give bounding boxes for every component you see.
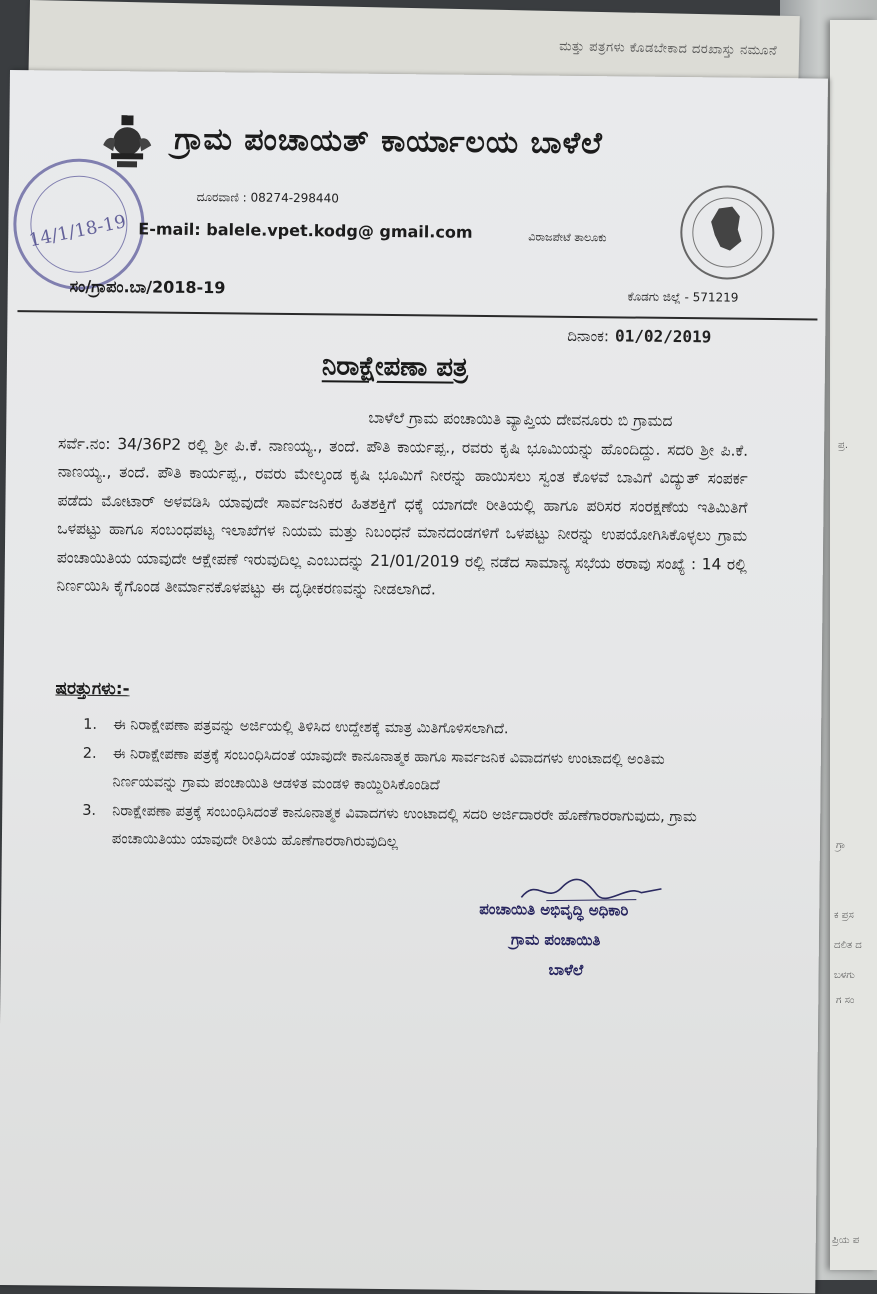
stamp-date: 14/1/18-19 (27, 211, 128, 252)
district-label: ಕೊಡಗು ಜಿಲ್ಲೆ - 571219 (627, 289, 739, 305)
document-page (0, 70, 828, 1293)
side-note: ಬಳಗು (834, 970, 855, 981)
background-sheet (830, 20, 877, 1270)
signatory-place: ಬಾಳೆಲೆ (548, 960, 584, 980)
condition-number: 3. (82, 802, 97, 819)
underlying-form-title: ಮತ್ತು ಪತ್ರಗಳು ಕೊಡಬೇಕಾದ ದರಖಾಸ್ತು ನಮೂನೆ (558, 39, 778, 59)
side-note: ಪ್ರಿಯ ಪ (832, 1235, 860, 1246)
signatory-office: ಗ್ರಾಮ ಪಂಚಾಯಿತಿ (510, 930, 601, 950)
side-note: ಗ ಸಂ (836, 995, 855, 1006)
letterhead-title: ಗ್ರಾಮ ಪಂಚಾಯತ್ ಕಾರ್ಯಾಲಯ ಬಾಳೆಲೆ (174, 121, 603, 162)
conditions-list (82, 711, 723, 861)
taluk-label: ವಿರಾಜಪೇಟೆ ತಾಲೂಕು (528, 230, 607, 245)
condition-item (82, 740, 723, 803)
side-note: ಕ ಪ್ರಸ (834, 910, 854, 921)
date-row (567, 326, 711, 347)
date-value: 01/02/2019 (614, 326, 712, 347)
condition-text: ಈ ನಿರಾಕ್ಷೇಪಣಾ ಪತ್ರವನ್ನು ಅರ್ಜಿಯಲ್ಲಿ ತಿಳಿಸಿದ ಉದ್ದೇಶಕ್ಕೆ ಮಾತ್ರ ಮಿತಿಗೊಳಿಸಲಾಗಿದೆ. (113, 717, 509, 738)
side-note: ದಲಿತ ದ (834, 940, 862, 951)
body-paragraph: ಸರ್ವೆ.ನಂ: 34/36P2 ರಲ್ಲಿ ಶ್ರೀ ಪಿ.ಕೆ. ನಾಣಯ್ಯ., ತಂದೆ. ಪೌತಿ ಕಾರ್ಯಪ್ಪ., ರವರು ಕೃಷಿ ಭೂಮಿಯನ್ನು ಹೊಂದಿದ್ದು. ಸದರಿ ಶ್ರೀ ಪಿ.ಕೆ. ನಾಣಯ್ಯ., ತಂದೆ. ಪೌತಿ ಕಾರ್ಯಪ್ಪ., ರವರು ಮೇಲ್ಕಂಡ ಕೃಷಿ ಭೂಮಿಗೆ ನೀರನ್ನು ಹಾಯಿಸಲು ಸ್ವಂತ ಕೊಳವೆ ಬಾವಿಗೆ ವಿದ್ಯುತ್ ಸಂಪರ್ಕ ಪಡೆದು ಮೋಟಾರ್ ಅಳವಡಿಸಿ ಯಾವುದೇ ಸಾರ್ವಜನಿಕರ ಹಿತಶಕ್ತಿಗೆ ಧಕ್ಕೆ ಯಾಗದೇ ರೀತಿಯಲ್ಲಿ ಹಾಗೂ ಪರಿಸರ ಸಂರಕ್ಷಣೆಯ ಇತಿಮಿತಿಗೆ ಒಳಪಟ್ಟು ಹಾಗೂ ಸಂಬಂಧಪಟ್ಟ ಇಲಾಖೆಗಳ ನಿಯಮ ಮತ್ತು ನಿಬಂಧನೆ ಮಾನದಂಡಗಳಿಗೆ ಒಳಪಟ್ಟು ನೀರನ್ನು ಉಪಯೋಗಿಸಿಕೊಳ್ಳಲು ಗ್ರಾಮ ಪಂಚಾಯಿತಿಯ ಯಾವುದೇ ಆಕ್ಷೇಪಣೆ ಇರುವುದಿಲ್ಲ ಎಂಬುದನ್ನು 21/01/2019 ರಲ್ಲಿ ನಡೆದ ಸಾಮಾನ್ಯ ಸಭೆಯ ಠರಾವು ಸಂಖ್ಯೆ : 14 ರಲ್ಲಿ ನಿರ್ಣಯಿಸಿ ಕೈಗೊಂಡ ತೀರ್ಮಾನಕೊಳಪಟ್ಟು ಈ ದೃಢೀಕರಣವನ್ನು ನೀಡಲಾಗಿದೆ. (56, 434, 749, 599)
body-first-line: ಬಾಳೆಲೆ ಗ್ರಾಮ ಪಂಚಾಯಿತಿ ವ್ಯಾಪ್ತಿಯ ದೇವನೂರು ಬಿ ಗ್ರಾಮದ (368, 408, 673, 430)
phone-number: 08274-298440 (250, 190, 339, 206)
condition-number: 1. (83, 716, 98, 733)
side-note: ಪ್ರ. (838, 440, 849, 451)
karnataka-seal-icon (680, 185, 775, 280)
phone-label: ದೂರವಾಣಿ : (196, 189, 247, 205)
conditions-heading: ಷರತ್ತುಗಳು:- (55, 678, 130, 700)
signatory-designation: ಪಂಚಾಯಿತಿ ಅಭಿವೃದ್ಧಿ ಅಧಿಕಾರಿ (479, 899, 629, 920)
condition-number: 2. (82, 745, 97, 762)
side-note: ಗ್ರಾ (836, 840, 846, 851)
condition-item (82, 797, 723, 860)
condition-text: ಈ ನಿರಾಕ್ಷೇಪಣಾ ಪತ್ರಕ್ಕೆ ಸಂಬಂಧಿಸಿದಂತೆ ಯಾವುದೇ ಕಾನೂನಾತ್ಮಕ ಹಾಗೂ ಸಾರ್ವಜನಿಕ ವಿವಾದಗಳು ಉಂಟಾದಲ್ಲಿ ಅಂತಿಮ ನಿರ್ಣಯವನ್ನು ಗ್ರಾಮ ಪಂಚಾಯಿತಿ ಆಡಳಿತ ಮಂಡಳಿ ಕಾಯ್ದಿರಿಸಿಕೊಂಡಿದೆ (112, 746, 665, 794)
email-address: E-mail: balele.vpet.kodg@ gmail.com (138, 219, 473, 242)
condition-text: ನಿರಾಕ್ಷೇಪಣಾ ಪತ್ರಕ್ಕೆ ಸಂಬಂಧಿಸಿದಂತೆ ಕಾನೂನಾತ್ಮಕ ವಿವಾದಗಳು ಉಂಟಾದಲ್ಲಿ ಸದರಿ ಅರ್ಜಿದಾರರೇ ಹೊಣೆಗಾರರಾಗುವುದು, ಗ್ರಾಮ ಪಂಚಾಯಿತಿಯು ಯಾವುದೇ ರೀತಿಯ ಹೊಣೆಗಾರರಾಗಿರುವುದಿಲ್ಲ (111, 803, 697, 851)
date-label: ದಿನಾಂಕ: (567, 326, 610, 346)
government-emblem-icon (97, 111, 158, 172)
phone-line (197, 190, 339, 206)
letterhead-divider (17, 310, 817, 320)
document-title: ನಿರಾಕ್ಷೇಪಣಾ ಪತ್ರ (321, 351, 469, 383)
document-body (56, 401, 748, 608)
reference-number: ಸಂ/ಗ್ರಾಪಂ.ಬಾ/2018-19 (69, 276, 226, 298)
